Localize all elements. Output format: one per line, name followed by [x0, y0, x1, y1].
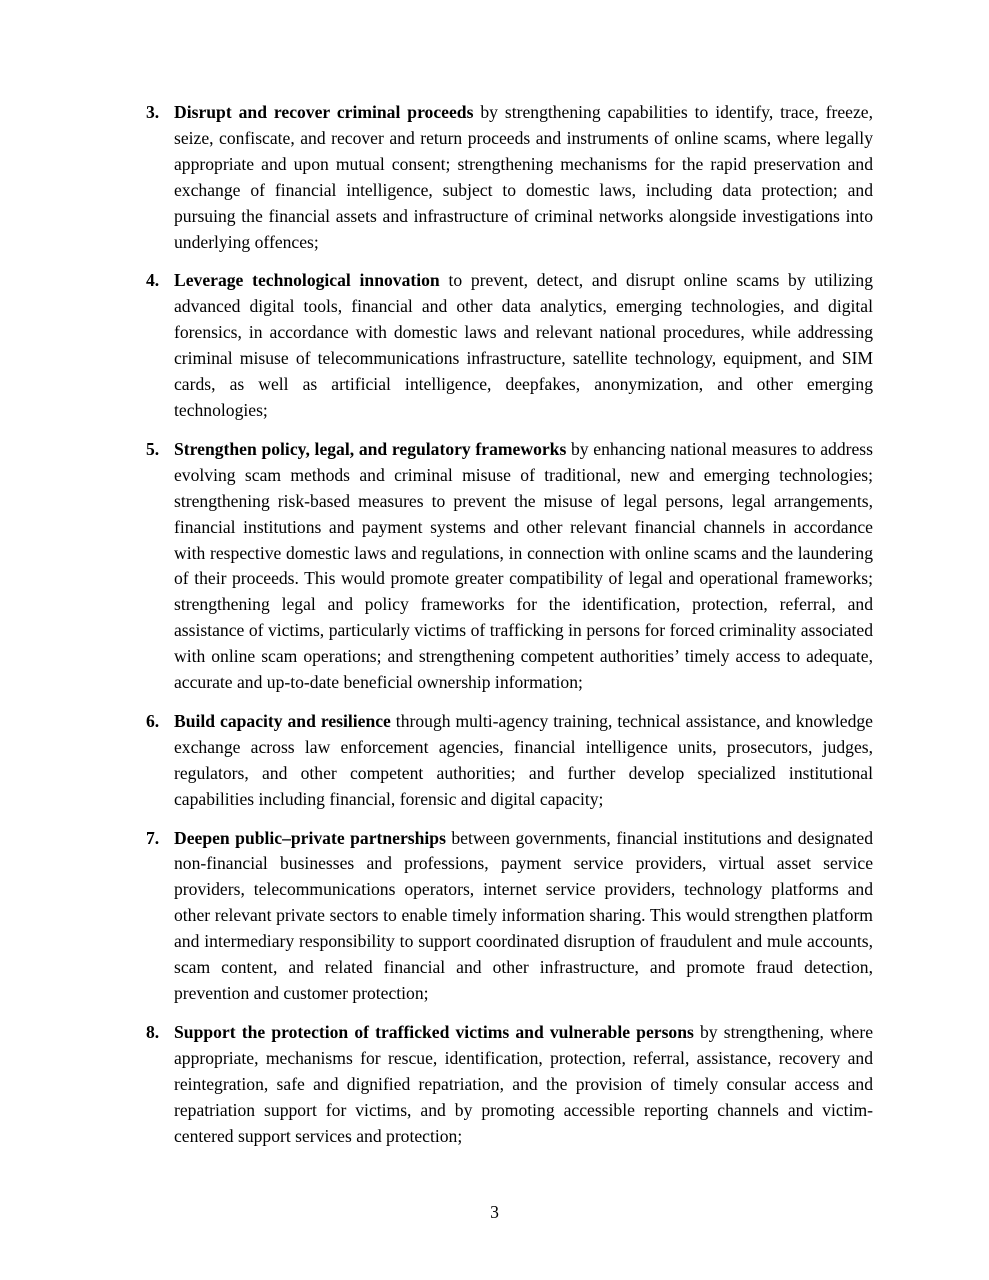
- item-number: 5.: [146, 438, 160, 459]
- list-item-4: [145, 268, 873, 423]
- page-number: 3: [490, 1202, 499, 1222]
- item-number: 7.: [146, 827, 160, 848]
- item-text: by strengthening, where appropriate, mechanisms for rescue, identification, protection, referral, assistance, recovery and reintegration, safe and dignified repatriation, and the provision of timely consular access and repatriation support for victims, and by promoting accessible reporting channels and victim-centered support services and protection;: [174, 1021, 873, 1146]
- item-lead: Disrupt and recover criminal proceeds: [174, 102, 474, 122]
- item-lead: Strengthen policy, legal, and regulatory frameworks: [174, 438, 567, 459]
- list-item-7: [145, 826, 873, 1007]
- list-item-3: [145, 100, 873, 255]
- list-item-8: [145, 1020, 873, 1150]
- item-number: 8.: [146, 1021, 160, 1042]
- list-item-6: [145, 709, 873, 813]
- item-number: 3.: [146, 102, 160, 122]
- item-text: by strengthening capabilities to identify, trace, freeze, seize, confiscate, and recover and return proceeds and instruments of online scams, where legally appropriate and upon mutual consent; strengthening mechanisms for the rapid preservation and exchange of financial intelligence, subject to domestic laws, including data protection; and pursuing the financial assets and infrastructure of criminal networks alongside investigations into underlying offences;: [174, 102, 873, 252]
- item-text: to prevent, detect, and disrupt online scams by utilizing advanced digital tools, financial and other data analytics, emerging technologies, and digital forensics, in accordance with domestic laws and relevant national procedures, while addressing criminal misuse of telecommunications infrastructure, satellite technology, equipment, and SIM cards, as well as artificial intelligence, deepfakes, anonymization, and other emerging technologies;: [174, 270, 874, 420]
- list-item-5: [145, 437, 873, 696]
- item-number: 6.: [146, 710, 160, 731]
- item-lead: Deepen public–private partnerships: [174, 827, 446, 848]
- numbered-list: [145, 100, 873, 1162]
- item-lead: Leverage technological innovation: [174, 270, 440, 291]
- item-lead: Build capacity and resilience: [174, 710, 391, 731]
- item-text: between governments, financial institutions and designated non-financial businesses and professions, payment service providers, virtual asset service providers, telecommunications operators, internet service providers, technology platforms and other relevant private sectors to enable timely information sharing. This would strengthen platform and intermediary responsibility to support coordinated disruption of fraudulent and mule accounts, scam content, and related financial and other infrastructure, and promote fraud detection, prevention and customer protection;: [174, 827, 873, 1003]
- item-lead: Support the protection of trafficked victims and vulnerable persons: [174, 1021, 694, 1042]
- item-number: 4.: [146, 270, 160, 291]
- item-text: through multi-agency training, technical assistance, and knowledge exchange across law enforcement agencies, financial intelligence units, prosecutors, judges, regulators, and other competent authorities; and further develop specialized institutional capabilities including financial, forensic and digital capacity;: [174, 710, 873, 809]
- item-text: by enhancing national measures to address evolving scam methods and criminal misuse of traditional, new and emerging technologies; strengthening risk-based measures to prevent the misuse of legal persons, legal arrangements, financial institutions and payment systems and other relevant financial channels in accordance with respective domestic laws and regulations, in connection with online scams and the laundering of their proceeds. This would promote greater compatibility of legal and operational frameworks; strengthening legal and policy frameworks for the identification, protection, referral, and assistance of victims, particularly victims of trafficking in persons for forced criminality associated with online scam operations; and strengthening competent authorities’ timely access to adequate, accurate and up-to-date beneficial ownership information;: [174, 438, 873, 693]
